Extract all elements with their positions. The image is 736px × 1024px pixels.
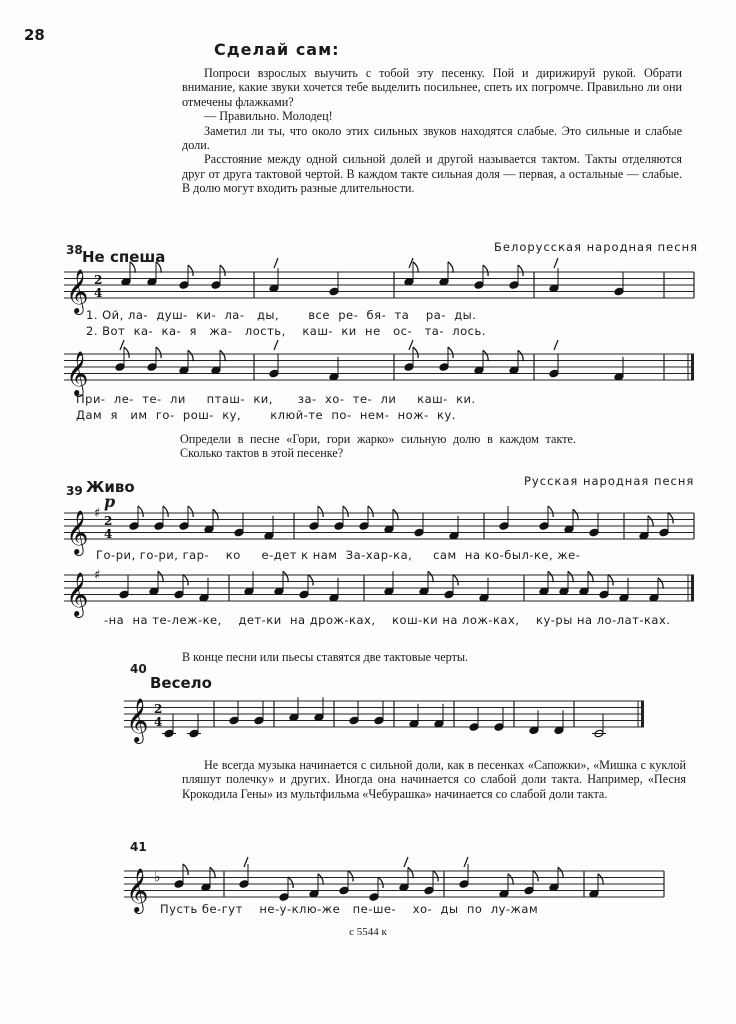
treble-clef-icon: 𝄞 <box>126 698 149 742</box>
song-39-staff-1 <box>64 506 694 554</box>
note-flag <box>658 578 663 589</box>
note-flag <box>428 571 433 582</box>
treble-clef-icon: 𝄞 <box>126 868 149 912</box>
note-flag <box>138 506 143 517</box>
page-number: 28 <box>24 26 45 44</box>
note-head <box>599 590 609 599</box>
intro-paragraph-4: Расстояние между одной сильной долей и другой называется тактом. Такты отделяются друг от друга тактовой чертой. В каждом такте сильная доля — первая, а остальные — слабые. В долю могут входить разные длительности. <box>182 152 682 196</box>
note-head <box>179 281 189 290</box>
song-38-lyrics-line-4: Дам я им го- рош- ку, клюй-те по- нем- нож- ку. <box>76 408 456 422</box>
intro-paragraph-3: Заметил ли ты, что около этих сильных звуков находятся слабые. Это сильные и слабые доли. <box>182 123 682 153</box>
note-flag <box>288 877 293 888</box>
note-flag <box>210 867 215 878</box>
note-head <box>299 590 309 599</box>
note-flag <box>598 874 603 885</box>
song-41-number: 41 <box>130 840 147 854</box>
note-head <box>374 716 384 725</box>
note-head <box>369 893 379 902</box>
note-flag <box>483 265 488 276</box>
note-flag <box>448 347 453 358</box>
note-flag <box>188 506 193 517</box>
accent-mark <box>404 857 408 867</box>
note-flag <box>588 571 593 582</box>
song-38-number: 38 <box>66 243 83 257</box>
note-flag <box>413 347 418 358</box>
song-38-staff-1 <box>64 266 694 313</box>
accent-mark <box>274 340 278 350</box>
note-flag <box>318 874 323 885</box>
note-head <box>499 522 509 531</box>
note-flag <box>213 509 218 520</box>
note-flag <box>188 265 193 276</box>
intro-paragraph-2: — Правильно. Молодец! <box>204 109 333 124</box>
note-head <box>424 886 434 895</box>
note-head <box>119 590 129 599</box>
note-flag <box>433 871 438 882</box>
song-39-lyrics-line-2: -на на те-леж-ке, дет-ки на дрож-ках, кош-ки на лож-ках, ку-ры на ло-лат-ках. <box>104 613 671 627</box>
note-flag <box>608 575 613 586</box>
time-signature-top: 2 <box>154 702 163 716</box>
note-flag <box>156 347 161 358</box>
treble-clef-icon: 𝄞 <box>66 510 89 554</box>
note-head <box>404 363 414 372</box>
note-flag <box>343 506 348 517</box>
note-head <box>334 522 344 531</box>
note-flag <box>124 347 129 358</box>
note-flag <box>220 350 225 361</box>
accent-mark <box>554 258 558 268</box>
question-text: Определи в песне «Гори, гори жарко» сильную долю в каждом такте. Сколько тактов в этой песенке? <box>180 432 576 461</box>
song-38-lyrics-line-3: При- ле- те- ли пташ- ки, за- хо- те- ли каш- ки. <box>76 392 476 406</box>
accent-mark <box>120 340 124 350</box>
note-head <box>229 716 239 725</box>
note-head <box>269 369 279 378</box>
note-flag <box>413 262 418 273</box>
accent-mark <box>409 340 413 350</box>
song-38-staff-2 <box>64 348 694 395</box>
time-signature-top: 2 <box>104 514 113 528</box>
note-head <box>115 363 125 372</box>
note-head <box>469 723 479 732</box>
note-flag <box>533 871 538 882</box>
note-flag <box>183 575 188 586</box>
note-flag <box>548 506 553 517</box>
final-bar-thick <box>691 575 694 601</box>
note-flag <box>508 874 513 885</box>
song-38-tempo: Не спеша <box>82 248 166 266</box>
note-head <box>254 716 264 725</box>
note-flag <box>558 867 563 878</box>
note-head <box>174 880 184 889</box>
treble-clef-icon: 𝄞 <box>66 269 89 313</box>
double-barline-note: В конце песни или пьесы ставятся две тактовые черты. <box>182 650 469 664</box>
song-39-source: Русская народная песня <box>524 474 695 488</box>
note-head <box>179 522 189 531</box>
song-38-source: Белорусская народная песня <box>494 240 699 254</box>
accent-mark <box>409 258 413 268</box>
final-bar-thick <box>641 701 644 727</box>
print-code: с 5544 к <box>349 926 387 938</box>
time-signature-top: 2 <box>94 273 103 287</box>
note-flag <box>548 571 553 582</box>
section-heading: Сделай сам: <box>214 40 340 59</box>
note-head <box>239 880 249 889</box>
accent-mark <box>274 258 278 268</box>
note-head <box>211 281 221 290</box>
song-38-lyrics-verse-1: 1. Ой, ла- душ- ки- ла- ды, все ре- бя- та ра- ды. <box>86 308 477 322</box>
note-head <box>359 522 369 531</box>
note-head <box>474 281 484 290</box>
note-flag <box>568 571 573 582</box>
note-head <box>524 886 534 895</box>
intro-paragraph-1: Попроси взрослых выучить с тобой эту песенку. Пой и дирижируй рукой. Обрати внимание, какие звуки хочется тебе выделить посильнее, спеть их погромче. Правильно ли они отмечены флажками? <box>182 66 682 109</box>
key-sharp-icon: ♯ <box>94 568 101 583</box>
note-head <box>329 287 339 296</box>
key-sharp-icon: ♯ <box>94 506 101 521</box>
treble-clef-icon: 𝄞 <box>66 572 89 616</box>
note-head <box>174 590 184 599</box>
note-flag <box>188 350 193 361</box>
note-head <box>549 369 559 378</box>
note-head <box>147 363 157 372</box>
note-flag <box>668 513 673 524</box>
song-40-tempo: Весело <box>150 674 212 692</box>
note-head <box>539 522 549 531</box>
note-flag <box>518 265 523 276</box>
upbeat-paragraph: Не всегда музыка начинается с сильной доли, как в песенках «Сапожки», «Мишка с куклой пляшут полечку» и других. Иногда она начинается со слабой доли такта. Например, «Песня Крокодила Гены» из мультфильма «Чебурашка» начинается со слабой доли такта. <box>182 758 686 801</box>
song-39-number: 39 <box>66 484 83 498</box>
song-40-staff <box>124 695 644 742</box>
note-flag <box>378 877 383 888</box>
note-head <box>614 287 624 296</box>
note-flag <box>308 575 313 586</box>
note-head <box>659 528 669 537</box>
note-flag <box>163 506 168 517</box>
note-flag <box>220 265 225 276</box>
note-head <box>349 716 359 725</box>
note-head <box>414 528 424 537</box>
note-flag <box>158 571 163 582</box>
song-41-lyrics: Пусть бе-гут не-у-клю-же пе-ше- хо- ды по лу-жам <box>160 902 539 916</box>
note-head <box>494 723 504 732</box>
note-head <box>589 528 599 537</box>
note-flag <box>183 864 188 875</box>
time-signature-bottom: 4 <box>94 286 103 300</box>
note-flag <box>393 509 398 520</box>
note-head <box>459 880 469 889</box>
note-head <box>234 528 244 537</box>
note-head <box>129 522 139 531</box>
note-flag <box>518 350 523 361</box>
time-signature-bottom: 4 <box>154 715 163 729</box>
note-head <box>154 522 164 531</box>
accent-mark <box>464 857 468 867</box>
note-head <box>509 281 519 290</box>
accent-mark <box>554 340 558 350</box>
song-39-tempo: Живо <box>86 478 135 496</box>
note-flag <box>318 506 323 517</box>
note-head <box>439 363 449 372</box>
dynamic-mark: p <box>104 492 116 511</box>
note-flag <box>448 262 453 273</box>
treble-clef-icon: 𝄞 <box>66 351 89 395</box>
note-head <box>279 893 289 902</box>
song-39-lyrics-line-1: Го-ри, го-ри, гар- ко е-дет к нам За-хар-ка, сам на ко-был-ке, же- <box>96 548 581 562</box>
note-flag <box>573 509 578 520</box>
song-39-staff-2 <box>64 568 694 616</box>
note-flag <box>408 867 413 878</box>
note-flag <box>283 571 288 582</box>
intro-text <box>182 66 682 196</box>
accent-mark <box>244 857 248 867</box>
note-flag <box>348 871 353 882</box>
song-40-number: 40 <box>130 662 147 676</box>
key-flat-icon: ♭ <box>154 869 161 886</box>
song-38-lyrics-verse-2: 2. Вот ка- ка- я жа- лость, каш- ки не ос- та- лось. <box>86 324 486 338</box>
note-flag <box>483 350 488 361</box>
note-head <box>444 590 454 599</box>
note-head <box>309 522 319 531</box>
time-signature-bottom: 4 <box>104 527 113 541</box>
note-flag <box>453 575 458 586</box>
final-bar-thick <box>691 354 694 380</box>
note-flag <box>368 506 373 517</box>
note-head <box>339 886 349 895</box>
note-flag <box>648 516 653 527</box>
